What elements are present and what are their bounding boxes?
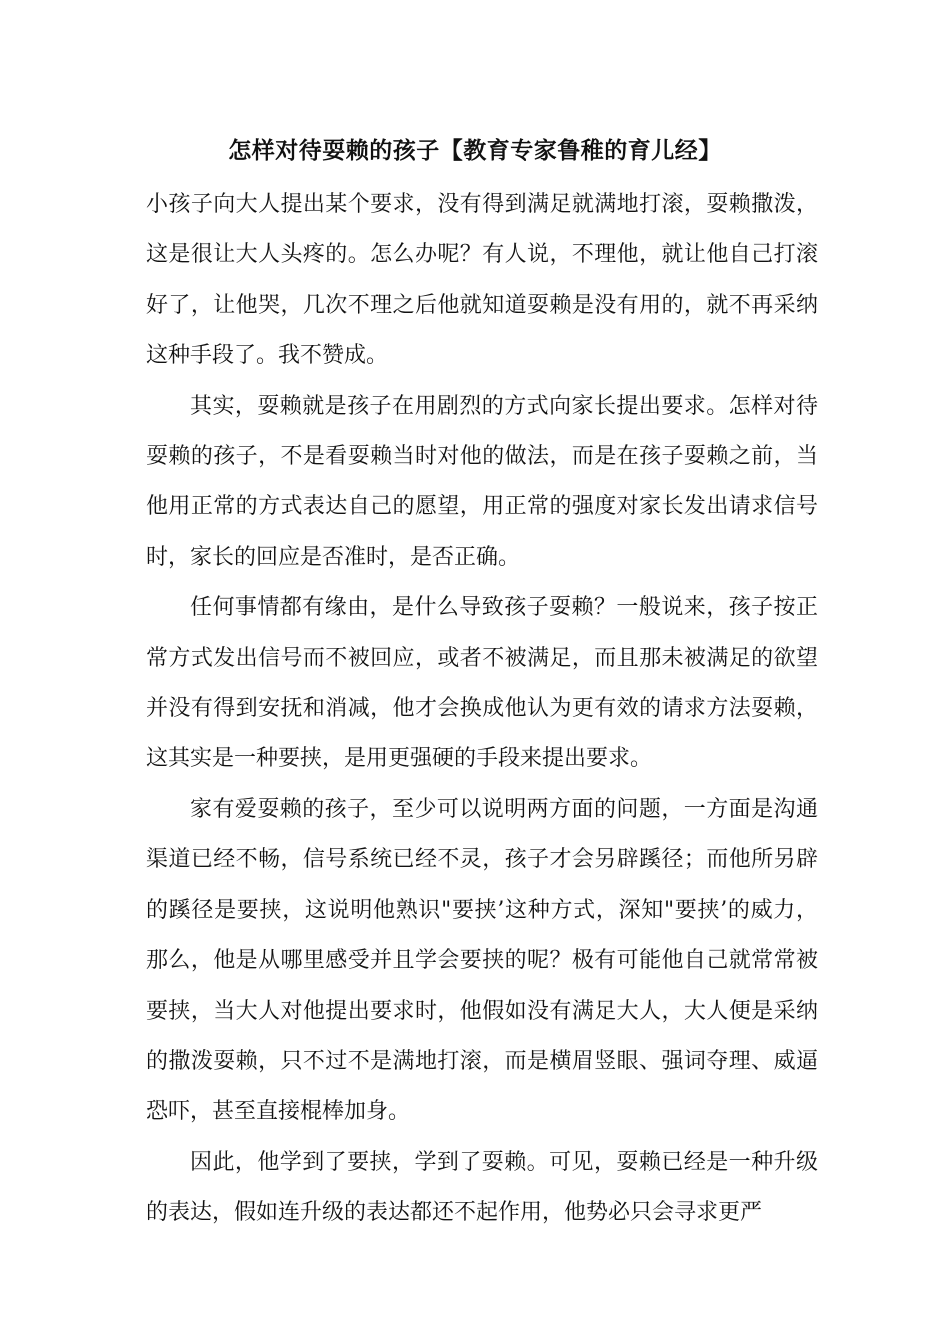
paragraph-1: 小孩子向大人提出某个要求，没有得到满足就满地打滚，耍赖撒泼，这是很让大人头疼的。怎么办呢？有人说，不理他，就让他自己打滚好了，让他哭，几次不理之后他就知道耍赖是没有用的，就不再采纳这种手段了。我不赞成。 [146,192,818,369]
paragraph-5: 因此，他学到了要挟，学到了耍赖。可见，耍赖已经是一种升级的表达，假如连升级的表达都还不起作用，他势必只会寻求更严 [146,1149,818,1226]
paragraph-3: 任何事情都有缘由，是什么导致孩子耍赖？一般说来，孩子按正常方式发出信号而不被回应，或者不被满足，而且那未被满足的欲望并没有得到安抚和消减，他才会换成他认为更有效的请求方法耍赖，这其实是一种要挟，是用更强硬的手段来提出要求。 [146,595,818,772]
document-title: 怎样对待耍赖的孩子【教育专家鲁稚的育儿经】 [228,137,722,164]
paragraph-4: 家有爱耍赖的孩子，至少可以说明两方面的问题，一方面是沟通渠道已经不畅，信号系统已经不灵，孩子才会另辟蹊径；而他所另辟的蹊径是要挟，这说明他熟识"要挟’这种方式，深知"要挟’的威力，那么，他是从哪里感受并且学会要挟的呢？极有可能他自己就常常被要挟，当大人对他提出要求时，他假如没有满足大人，大人便是采纳的撒泼耍赖，只不过不是满地打滚，而是横眉竖眼、强词夺理、威逼恐吓，甚至直接棍棒加身。 [146,796,818,1125]
paragraph-2: 其实，耍赖就是孩子在用剧烈的方式向家长提出要求。怎样对待耍赖的孩子，不是看耍赖当时对他的做法，而是在孩子耍赖之前，当他用正常的方式表达自己的愿望，用正常的强度对家长发出请求信号时，家长的回应是否准时，是否正确。 [146,393,818,570]
document-body [146,180,818,1239]
